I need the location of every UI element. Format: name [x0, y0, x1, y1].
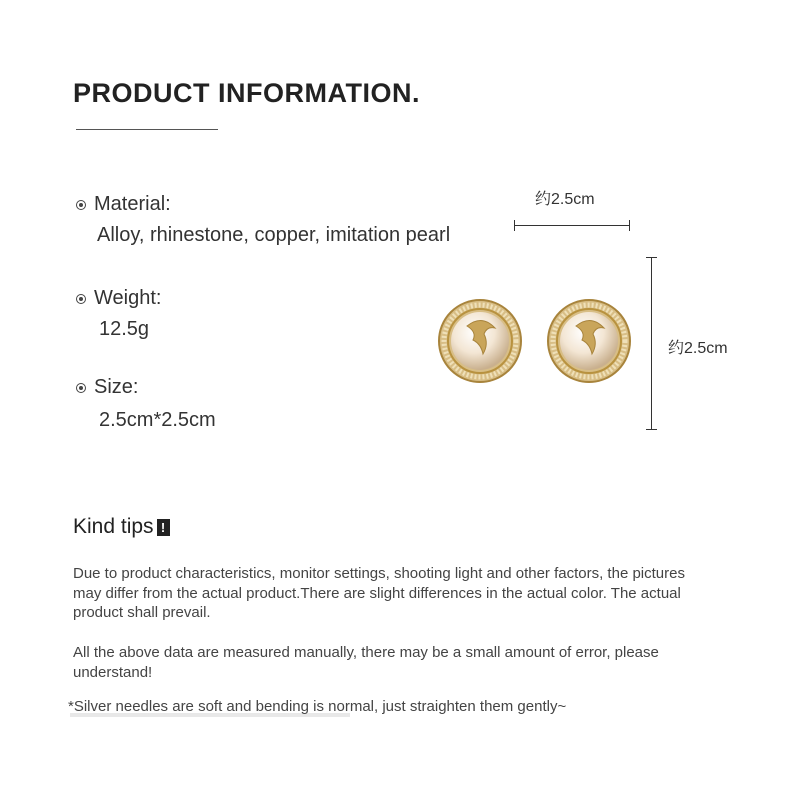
width-dimension-label: 约2.5cm — [535, 191, 595, 208]
size-value: 2.5cm*2.5cm — [99, 409, 216, 431]
kind-tips-title: Kind tips — [73, 515, 154, 538]
height-dimension-label: 约2.5cm — [668, 340, 728, 357]
kind-tips-heading — [73, 515, 170, 539]
pearl-earring-icon — [437, 298, 523, 384]
weight-value: 12.5g — [99, 318, 150, 340]
pearl-earring-icon — [546, 298, 632, 384]
disclaimer-paragraph: Due to product characteristics, monitor settings, shooting light and other factors, the pictures may differ from the actual product.There are slight differences in the actual color. The actual product shall prevail. — [73, 565, 685, 621]
title-divider — [76, 129, 218, 130]
measurement-paragraph: All the above data are measured manually, there may be a small amount of error, please understand! — [73, 644, 659, 681]
exclamation-icon: ! — [157, 519, 170, 536]
bullet-icon — [76, 294, 86, 304]
page-title: PRODUCT INFORMATION. — [73, 78, 420, 108]
size-label: Size: — [94, 376, 139, 398]
weight-label: Weight: — [94, 287, 162, 309]
bullet-icon — [76, 383, 86, 393]
material-spec — [76, 193, 171, 216]
weight-spec — [76, 287, 161, 310]
needle-note: *Silver needles are soft and bending is normal, just straighten them gently~ — [68, 698, 567, 715]
width-dimension-line — [514, 225, 630, 226]
material-label: Material: — [94, 193, 171, 215]
size-spec — [76, 376, 138, 399]
bullet-icon — [76, 200, 86, 210]
material-value: Alloy, rhinestone, copper, imitation pearl — [97, 224, 451, 246]
height-dimension-line — [651, 257, 652, 430]
